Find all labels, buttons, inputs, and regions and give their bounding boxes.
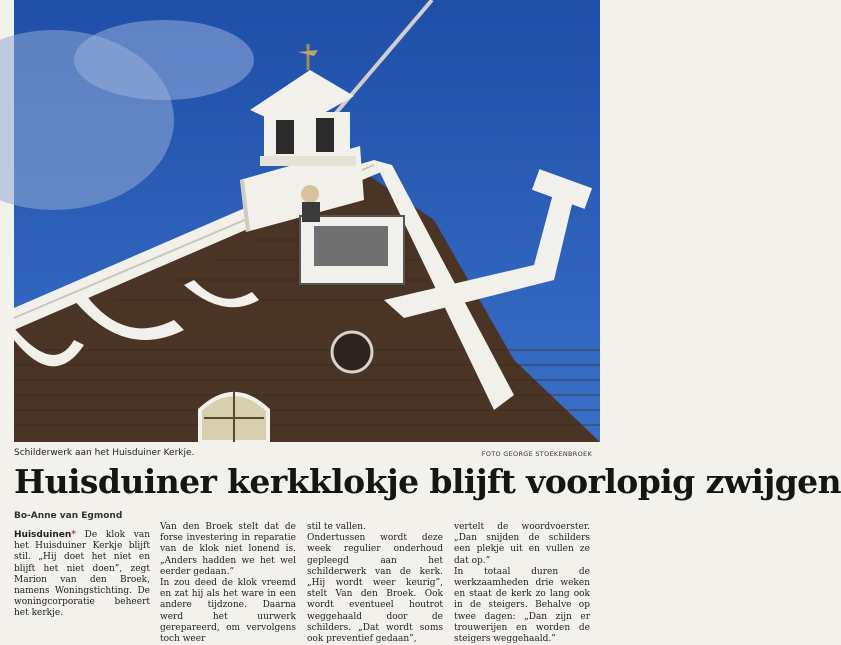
article-column-1	[14, 530, 150, 620]
dateline: Huisduinen	[14, 530, 72, 540]
church-photo	[14, 0, 600, 442]
photo-credit: FOTO GEORGE STOEKENBROEK	[481, 450, 592, 458]
cloud	[74, 20, 254, 100]
article-byline: Bo-Anne van Egmond	[14, 511, 123, 521]
column-text: De klok van het Huisduiner Kerkje blijft stil. „Hij doet het niet en blijft het niet doen”, zegt Marion van den Broek, namens Woningstichting. De woningcorporatie beheert het kerkje.	[14, 530, 150, 619]
article-column-4: vertelt de woordvoerster. „Dan snijden de schilders een plekje uit en vullen ze dat op.” In totaal duren de werkzaamheden drie weken en staat de kerk zo lang ook in de steigers. Behalve op twee dagen: „Dan zijn er trouwerijen en worden de steigers weggehaald.”	[454, 522, 590, 645]
article-column-3: stil te vallen. Ondertussen wordt deze week regulier onderhoud gepleegd aan het schilderwerk van de kerk. „Hij wordt weer keurig”, stelt Van den Broek. Ook wordt eventueel houtrot weggehaald door de schilders. „Dat wordt soms ook preventief gedaan”,	[307, 522, 443, 645]
round-window	[332, 332, 372, 372]
photo-caption: Schilderwerk aan het Huisduiner Kerkje.	[14, 448, 195, 458]
article-column-2: Van den Broek stelt dat de forse investering in reparatie van de klok niet lonend is. „Anders hadden we het wel eerder gedaan.” In zou deed de klok vreemd en zat hij als het ware in een andere tijdzone. Daarna werd het uurwerk gerepareerd, om vervolgens toch weer	[160, 522, 296, 645]
worker	[301, 185, 319, 203]
dateline-marker: *	[71, 530, 76, 540]
article-headline: Huisduiner kerkklokje blijft voorlopig zwijgen	[14, 462, 841, 501]
church-illustration	[14, 0, 600, 442]
